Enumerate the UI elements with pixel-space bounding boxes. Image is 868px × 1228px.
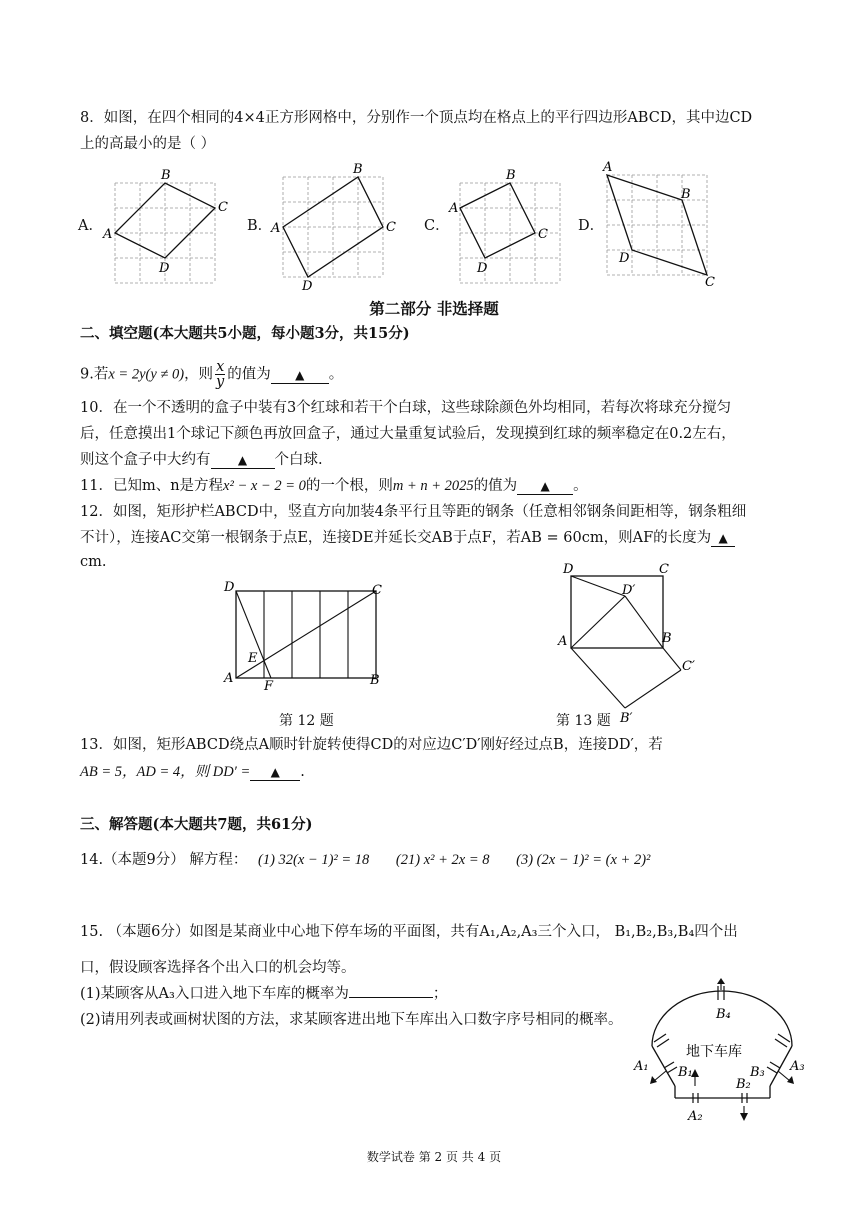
- q9-condition: x = 2y(y ≠ 0): [108, 366, 185, 383]
- garage-label-b4: B₄: [716, 1007, 731, 1022]
- q12-line1: 12．如图，矩形护栏ABCD中，竖直方向加装4条平行且等距的钢条（任意相邻钢条间距相等，钢条粗细: [80, 504, 747, 520]
- q9-numerator: x: [216, 359, 225, 375]
- q12-line2-text: 不计），连接AC交第一根钢条于点E，连接DE并延长交AB于点F，若AB = 60cm，则AF的长度为: [80, 530, 712, 546]
- q11-mid: 的一个根，则: [305, 478, 393, 494]
- answer-marker: ▲: [540, 479, 550, 493]
- q15-line2: 口，假设顾客选择各个出入口的机会均等。: [80, 960, 356, 976]
- label-d: D: [159, 261, 170, 276]
- q9-blank[interactable]: [271, 367, 329, 384]
- section2-header: 二、填空题(本大题共5小题，每小题3分，共15分): [80, 325, 410, 342]
- fig13-label-b: B: [662, 631, 672, 646]
- q14-eq1: (1) 32(x − 1)² = 18: [258, 852, 370, 868]
- q13-suffix: .: [300, 764, 305, 780]
- fig13-label-c-prime: C′: [682, 659, 695, 674]
- figure-12: [220, 578, 395, 698]
- q15-part2: (2)请用列表或画树状图的方法，求某顾客进出地下车库出入口数字序号相同的概率。: [80, 1012, 623, 1028]
- section3-header: 三、解答题(本大题共7题，共61分): [80, 816, 313, 833]
- q8-line2: 上的高最小的是（ ）: [80, 136, 216, 152]
- q12-line3: cm.: [80, 554, 107, 570]
- q13-line1: 13．如图，矩形ABCD绕点A顺时针旋转使得CD的对应边C′D′刚好经过点B，连接DD′，若: [80, 737, 663, 753]
- fig13-label-a: A: [558, 634, 568, 649]
- q14: [80, 850, 650, 870]
- fig13-label-c: C: [659, 562, 669, 577]
- label-d: D: [477, 261, 488, 276]
- fig12-label-d: D: [224, 580, 235, 595]
- garage-label-b3: B₃: [750, 1065, 765, 1080]
- q8-option-a: A．: [78, 218, 103, 234]
- fig13-label-b-prime: B′: [620, 711, 633, 725]
- q8-figure-d: [595, 158, 725, 290]
- q11-equation: x² − x − 2 = 0: [223, 478, 306, 494]
- fig12-caption: 第 12 题: [279, 713, 334, 729]
- q11: [80, 476, 588, 496]
- garage-label-b2: B₂: [736, 1077, 751, 1092]
- q14-prefix: 14.（本题9分） 解方程：: [80, 852, 248, 868]
- q8-option-d: D．: [578, 218, 605, 234]
- q13-blank[interactable]: [250, 764, 300, 781]
- garage-label-a1: A₁: [634, 1059, 649, 1074]
- fig13-label-d: D: [563, 562, 574, 577]
- garage-diagram: [630, 978, 810, 1126]
- garage-label-a2: A₂: [688, 1109, 703, 1124]
- q10-blank[interactable]: [211, 452, 275, 469]
- part2-title: 第二部分 非选择题: [369, 299, 499, 318]
- fig12-label-c: C: [372, 583, 382, 598]
- q15-part1-prefix: (1)某顾客从A₃入口进入地下车库的概率为: [80, 986, 349, 1002]
- q14-eq2: (21) x² + 2x = 8: [395, 852, 490, 868]
- label-b: B: [353, 162, 363, 177]
- q15-part1-end: ；: [432, 986, 448, 1002]
- q10-line2: 后，任意摸出1个球记下颜色再放回盒子，通过大量重复试验后，发现摸到红球的频率稳定在0.2左右，: [80, 426, 736, 442]
- answer-marker: ▲: [237, 453, 248, 467]
- q8-option-b: B．: [247, 218, 273, 234]
- answer-marker: ▲: [270, 765, 280, 779]
- q9-prefix: 9.若: [80, 366, 109, 383]
- q11-expression: m + n + 2025: [392, 478, 474, 494]
- garage-label-a3: A₃: [790, 1059, 805, 1074]
- q15-part1-blank[interactable]: [349, 997, 433, 998]
- q8-option-c: C．: [424, 218, 450, 234]
- page-footer: 数学试卷 第 2 页 共 4 页: [366, 1150, 502, 1164]
- label-d: D: [619, 251, 630, 266]
- answer-marker: ▲: [718, 531, 728, 545]
- q13-line2: [80, 762, 305, 782]
- q8-figure-a: [95, 165, 240, 290]
- label-b: B: [506, 168, 516, 183]
- fig12-label-b: B: [370, 673, 380, 688]
- label-a: A: [603, 160, 613, 175]
- q15-line1: 15. （本题6分）如图是某商业中心地下停车场的平面图，共有A₁,A₂,A₃三个入口， B₁,B₂,B₃,B₄四个出: [80, 924, 738, 940]
- label-a: A: [103, 227, 113, 242]
- q10-line3: [80, 450, 323, 470]
- q10-line1: 10．在一个不透明的盒子中装有3个红球和若干个白球，这些球除颜色外均相同，若每次将球充分搅匀: [80, 400, 732, 416]
- garage-label-b1: B₁: [678, 1065, 693, 1080]
- q11-end: 。: [573, 478, 588, 494]
- q14-eq3: (3) (2x − 1)² = (x + 2)²: [516, 852, 651, 868]
- q15-part1: [80, 984, 447, 1004]
- label-b: B: [161, 168, 171, 183]
- fig12-label-a: A: [224, 671, 234, 686]
- q12-line2: [80, 528, 735, 548]
- q8-line1: 8．如图，在四个相同的4×4正方形网格中，分别作一个顶点均在格点上的平行四边形ABCD，其中边CD: [80, 110, 753, 126]
- fig13-label-d-prime: D′: [622, 583, 636, 598]
- q11-prefix: 11．已知m、n是方程: [80, 478, 224, 494]
- label-c: C: [538, 227, 548, 242]
- q8-figure-b: [265, 160, 410, 292]
- label-b: B: [681, 187, 691, 202]
- label-a: A: [271, 221, 281, 236]
- label-c: C: [386, 220, 396, 235]
- q11-blank[interactable]: [517, 478, 573, 495]
- garage-title: 地下车库: [686, 1044, 742, 1060]
- answer-marker: ▲: [295, 367, 305, 382]
- fig13-caption: 第 13 题: [556, 713, 611, 729]
- q9-denominator: y: [216, 374, 225, 390]
- figure-13: [556, 560, 706, 725]
- q10-prefix: 则这个盒子中大约有: [80, 452, 211, 468]
- q9-suffix: 的值为: [227, 366, 271, 383]
- q11-suffix: 的值为: [473, 478, 518, 494]
- label-c: C: [705, 275, 715, 290]
- q9-mid: ，则: [184, 366, 214, 383]
- q9: [80, 360, 343, 389]
- q9-fraction: [215, 360, 225, 389]
- label-a: A: [449, 201, 459, 216]
- q9-end: 。: [328, 366, 344, 383]
- fig12-label-e: E: [248, 651, 258, 666]
- q10-suffix: 个白球.: [274, 452, 323, 468]
- q13-prefix: AB = 5，AD = 4，则 DD′ =: [80, 764, 251, 780]
- q8-figure-c: [445, 165, 570, 290]
- q12-blank[interactable]: [711, 530, 735, 547]
- label-c: C: [218, 200, 228, 215]
- fig12-label-f: F: [264, 679, 274, 694]
- label-d: D: [302, 279, 313, 292]
